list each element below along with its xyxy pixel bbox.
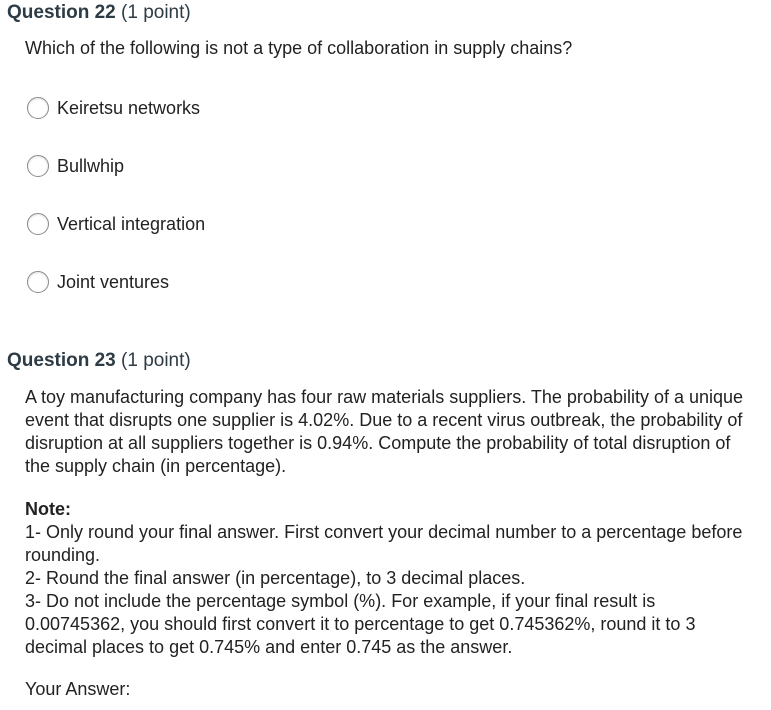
question-22-points: (1 point): [121, 2, 191, 23]
option-vertical-integration[interactable]: [27, 211, 205, 237]
option-joint-ventures[interactable]: [27, 269, 169, 295]
option-label: Keiretsu networks: [57, 97, 201, 118]
radio-button[interactable]: [27, 271, 49, 293]
option-label: Vertical integration: [57, 213, 206, 234]
question-23-title: Question 23: [7, 350, 116, 371]
your-answer-label: Your Answer:: [25, 679, 131, 699]
note-line-1: 1- Only round your final answer. First convert your decimal number to a percentage before rounding.: [25, 522, 743, 565]
radio-button[interactable]: [27, 155, 49, 177]
question-22-text: Which of the following is not a type of collaboration in supply chains?: [25, 38, 573, 58]
note-line-2: 2- Round the final answer (in percentage), to 3 decimal places.: [25, 568, 526, 588]
question-23-text: A toy manufacturing company has four raw materials suppliers. The probability of a unique event that disrupts one supplier is 4.02%. Due to a recent virus outbreak, the probability of disruption at all suppliers together is 0.94%. Compute the probability of total disruption of the supply chain (in percentage).: [25, 387, 744, 476]
option-label: Joint ventures: [57, 271, 170, 292]
question-23-points: (1 point): [121, 350, 191, 371]
radio-button[interactable]: [27, 213, 49, 235]
question-23-note: [25, 498, 755, 659]
question-22-header: [7, 0, 191, 26]
note-heading: Note:: [25, 499, 71, 519]
option-keiretsu-networks[interactable]: [27, 95, 200, 121]
radio-button[interactable]: [27, 97, 49, 119]
option-label: Bullwhip: [57, 155, 125, 176]
note-line-3: 3- Do not include the percentage symbol (%). For example, if your final result is 0.00745362, you should first convert it to percentage to get 0.745362%, round it to 3 decimal places to get 0.745% and enter 0.745 as the answer.: [25, 591, 696, 657]
question-23-header: [7, 348, 191, 374]
option-bullwhip[interactable]: [27, 153, 124, 179]
question-22-title: Question 22: [7, 2, 116, 23]
